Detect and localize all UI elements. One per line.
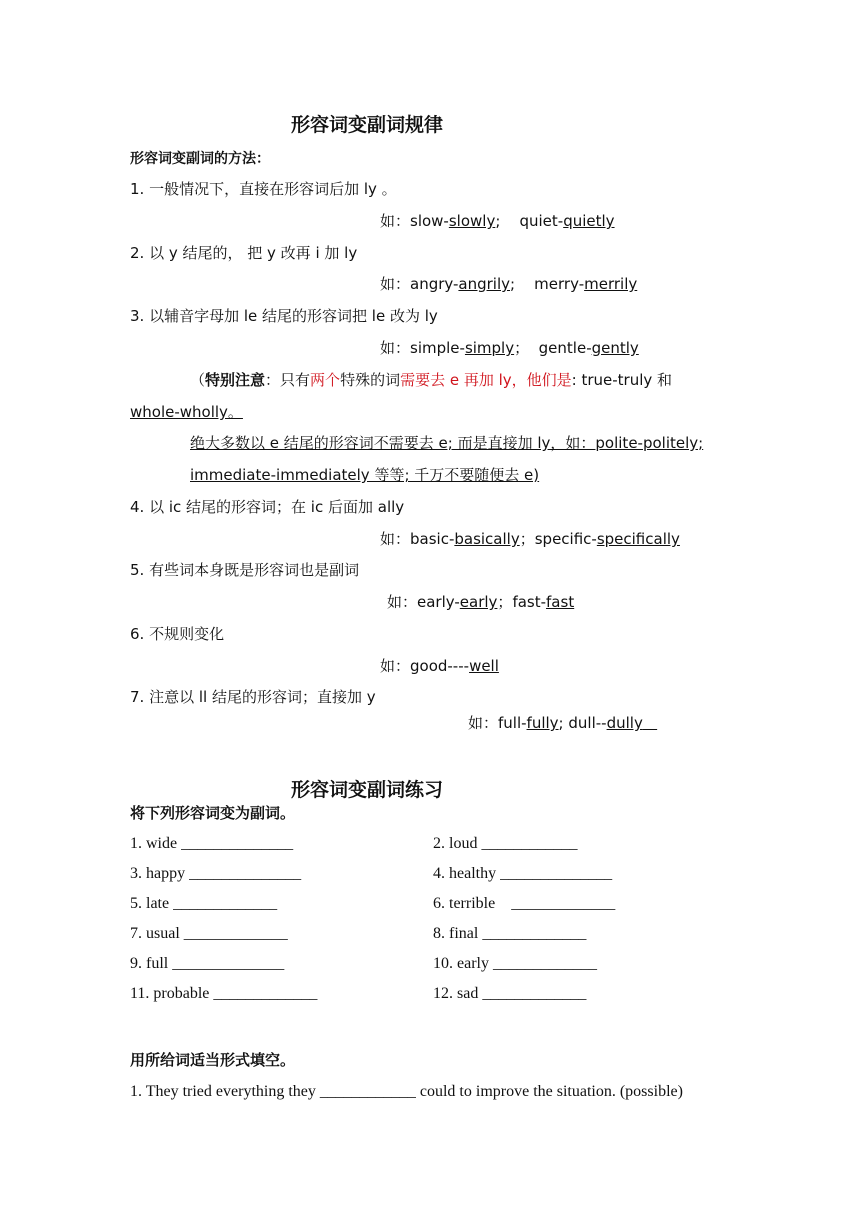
rule-2: 2. 以 y 结尾的， 把 y 改再 i 加 ly [130,244,358,262]
rule-1: 1. 一般情况下，直接在形容词后加 ly 。 [130,180,397,198]
rule-5: 5. 有些词本身既是形容词也是副词 [130,561,360,579]
special-note-label: 特别注意 [205,371,266,389]
answer: dully [606,714,643,732]
practice-item: 9. full ______________ [130,955,285,972]
special-note-line-4: immediate-immediately 等等; 千万不要随便去 e) [190,466,540,484]
practice-item: 8. final _____________ [433,925,587,942]
answer: simply [464,339,515,357]
rule-1-examples: 如：slow-slowly; quiet-quietly [380,212,615,230]
method-heading: 形容词变副词的方法： [130,151,270,167]
page-title: 形容词变副词规律 [291,114,444,136]
answer: specifically [596,530,680,548]
rule-7-examples: 如：full-fully; dull--dully [468,714,643,732]
rule-3-examples: 如：simple-simply； gentle-gently [380,339,639,357]
answer: fast [546,593,575,611]
answer: slowly [448,212,496,230]
answer: well [469,657,499,675]
rule-5-examples: 如：early-early；fast-fast [387,593,575,611]
answer: angrily [458,275,511,293]
special-note-line-1: （特别注意：只有两个特殊的词需要去 e 再加 ly，他们是: true-truly 和 [190,371,673,389]
practice-item: 5. late _____________ [130,895,278,912]
special-note-line-3: 绝大多数以 e 结尾的形容词不需要去 e; 而是直接加 ly，如：polite-politely; [190,434,704,452]
rule-4-examples: 如：basic-basically；specific-specifically [380,530,680,548]
rule-3: 3. 以辅音字母加 le 结尾的形容词把 le 改为 ly [130,307,438,325]
practice-item: 3. happy ______________ [130,865,302,882]
answer: early [459,593,498,611]
practice-item: 6. terrible _____________ [433,895,616,912]
practice-item: 7. usual _____________ [130,925,288,942]
practice-item: 1. wide ______________ [130,835,294,852]
rule-7: 7. 注意以 ll 结尾的形容词；直接加 y [130,688,376,706]
rule-2-examples: 如：angry-angrily; merry-merrily [380,275,638,293]
special-note-line-2: whole-wholly。 [130,403,243,421]
practice-item: 12. sad _____________ [433,985,587,1002]
answer: merrily [584,275,638,293]
practice-item: 4. healthy ______________ [433,865,613,882]
answer: gently [591,339,639,357]
rule-4: 4. 以 ic 结尾的形容词；在 ic 后面加 ally [130,498,405,516]
practice-instruction: 将下列形容词变为副词。 [130,804,296,822]
answer: fully [526,714,559,732]
answer: quietly [563,212,615,230]
practice-item: 2. loud ____________ [433,835,578,852]
answer: basically [454,530,520,548]
practice-title: 形容词变副词练习 [291,779,444,801]
rule-6: 6. 不规则变化 [130,625,225,643]
practice-item: 10. early _____________ [433,955,597,972]
rule-6-examples: 如：good----well [380,657,499,675]
practice-item: 11. probable _____________ [130,985,318,1002]
fill-item: 1. They tried everything they ____________ could to improve the situation. (possible) [130,1083,683,1100]
fill-instruction: 用所给词适当形式填空。 [130,1051,296,1069]
